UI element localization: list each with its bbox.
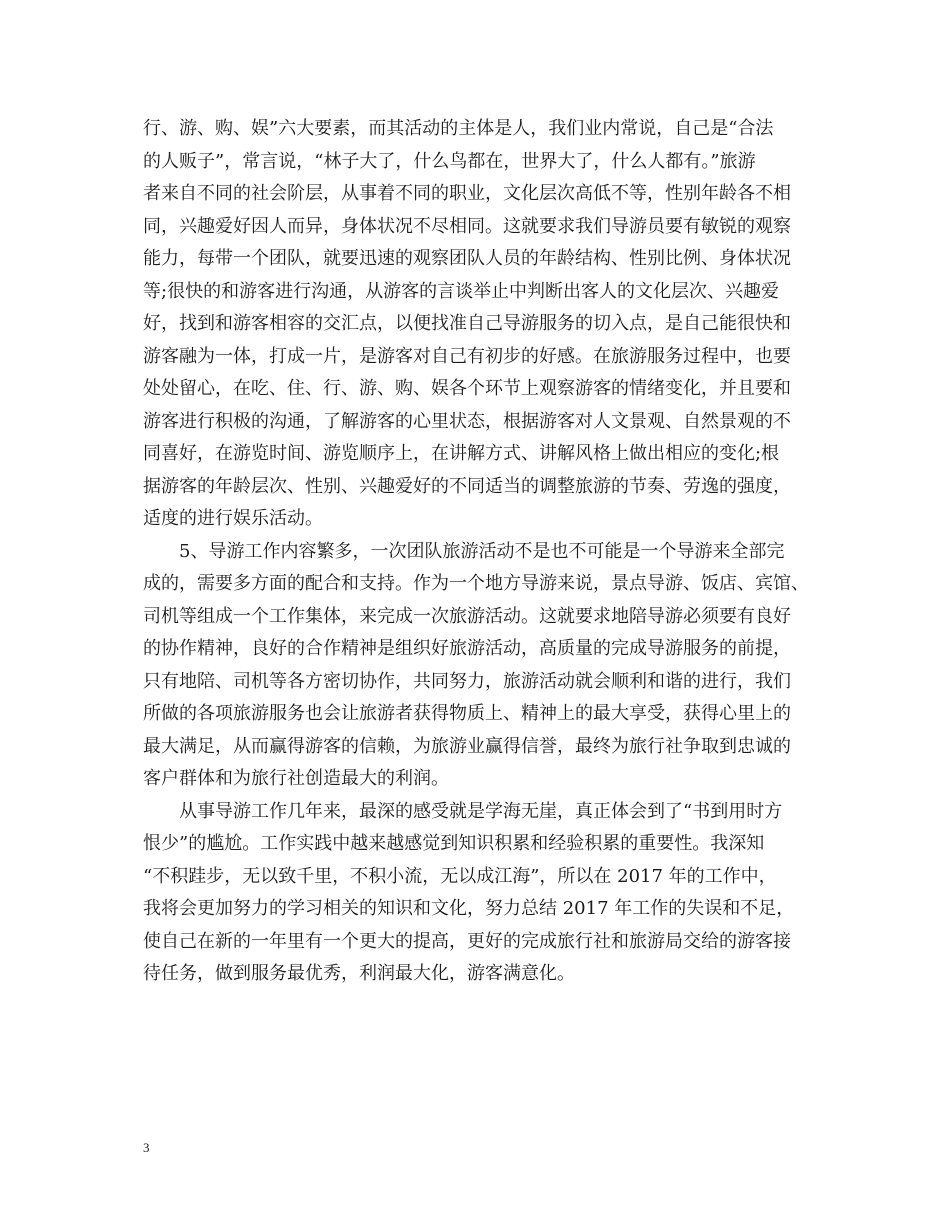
text-line: “不积跬步，无以致千里，不积小流，无以成江海”，所以在 2017 年的工作中， <box>143 865 777 887</box>
text-line: 适度的进行娱乐活动。 <box>143 508 323 529</box>
text-line: 司机等组成一个工作集体，来完成一次旅游活动。这就要求地陪导游必须要有良好 <box>143 605 791 627</box>
text-line: 成的，需要多方面的配合和支持。作为一个地方导游来说，景点导游、饭店、宾馆、 <box>143 573 809 594</box>
text-line: 同，兴趣爱好因人而异，身体状况不尽相同。这就要求我们导游员要有敏锐的观察 <box>143 215 791 237</box>
text-line: 游客进行积极的沟通，了解游客的心里状态，根据游客对人文景观、自然景观的不 <box>143 410 791 432</box>
text-line: 等;很快的和游客进行沟通，从游客的言谈举止中判断出客人的文化层次、兴趣爱 <box>143 280 780 302</box>
body-text <box>143 113 815 991</box>
paragraph-start-line: 5、导游工作内容繁多，一次团队旅游活动不是也不可能是一个导游来全部完 <box>143 540 785 562</box>
text-line: 好，找到和游客相容的交汇点，以便找准自己导游服务的切入点，是自己能很快和 <box>143 313 791 334</box>
page-number: 3 <box>143 1140 150 1155</box>
text-line: 所做的各项旅游服务也会让旅游者获得物质上、精神上的最大享受，获得心里上的 <box>143 703 791 724</box>
paragraph-start-line: 从事导游工作几年来，最深的感受就是学海无崖，真正体会到了“书到用时方 <box>143 800 783 822</box>
text-line: 者来自不同的社会阶层，从事着不同的职业，文化层次高低不等，性别年龄各不相 <box>143 183 791 204</box>
text-line: 客户群体和为旅行社创造最大的利润。 <box>143 768 449 789</box>
text-line: 同喜好，在游览时间、游览顺序上，在讲解方式、讲解风格上做出相应的变化;根 <box>143 443 780 464</box>
text-line: 据游客的年龄层次、性别、兴趣爱好的不同适当的调整旅游的节奏、劳逸的强度， <box>143 475 791 497</box>
text-line: 的协作精神，良好的合作精神是组织好旅游活动，高质量的完成导游服务的前提， <box>143 638 791 659</box>
text-line: 待任务，做到服务最优秀，利润最大化，游客满意化。 <box>143 963 575 984</box>
text-line: 恨少”的尴尬。工作实践中越来越感觉到知识积累和经验积累的重要性。我深知 <box>143 833 765 854</box>
text-line: 只有地陪、司机等各方密切协作，共同努力，旅游活动就会顺利和谐的进行，我们 <box>143 670 791 692</box>
text-line: 使自己在新的一年里有一个更大的提高，更好的完成旅行社和旅游局交给的游客接 <box>143 930 791 952</box>
text-line: 我将会更加努力的学习相关的知识和文化，努力总结 2017 年工作的失误和不足， <box>143 898 795 919</box>
text-line: 最大满足，从而赢得游客的信赖，为旅游业赢得信誉，最终为旅行社争取到忠诚的 <box>143 735 791 757</box>
text-line: 处处留心，在吃、住、行、游、购、娱各个环节上观察游客的情绪变化，并且要和 <box>143 378 791 399</box>
text-line: 能力，每带一个团队，就要迅速的观察团队人员的年龄结构、性别比例、身体状况 <box>143 248 791 269</box>
text-line: 的人贩子”，常言说，“林子大了，什么鸟都在，世界大了，什么人都有。”旅游 <box>143 150 756 172</box>
text-line: 游客融为一体，打成一片，是游客对自己有初步的好感。在旅游服务过程中，也要 <box>143 345 791 367</box>
text-line: 行、游、购、娱”六大要素，而其活动的主体是人，我们业内常说，自己是“合法 <box>143 118 774 139</box>
